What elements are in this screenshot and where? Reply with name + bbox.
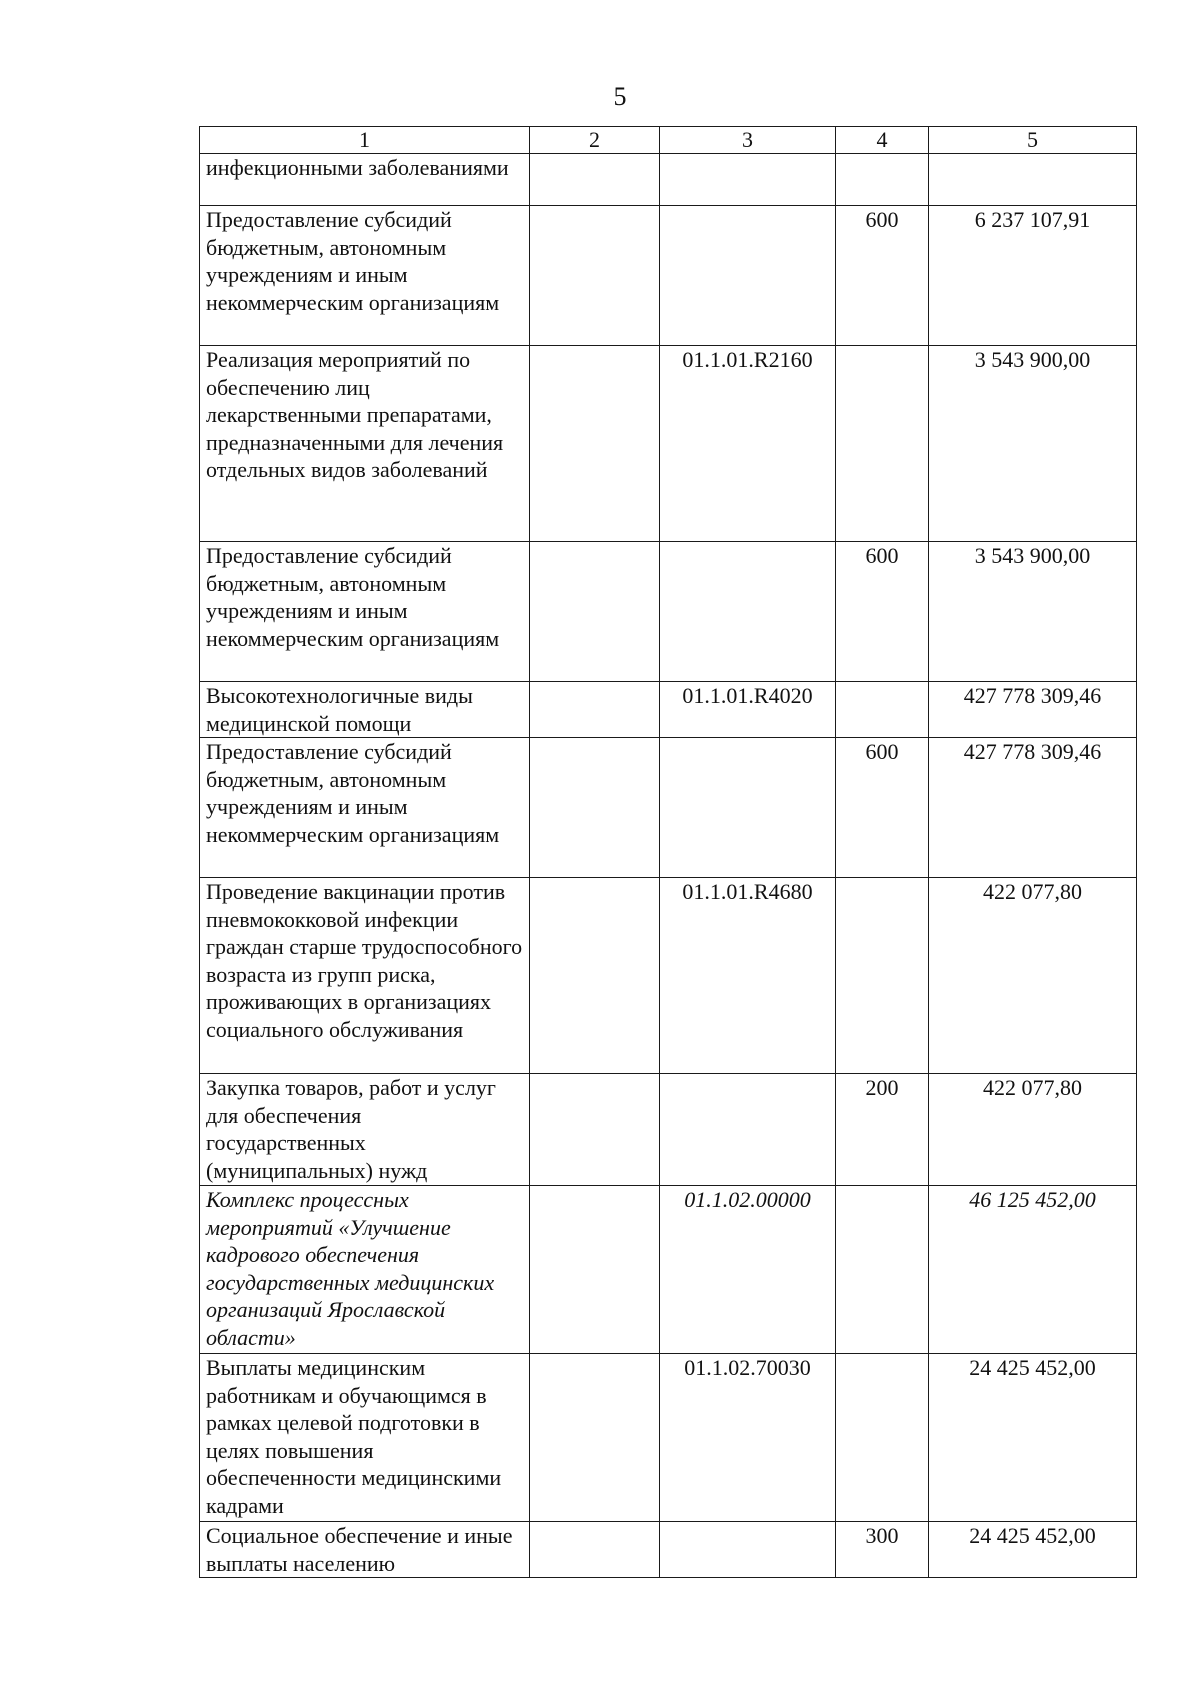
row-amount: 427 778 309,46 [929,682,1137,738]
row-amount: 46 125 452,00 [929,1186,1137,1354]
row-code [660,738,836,878]
row-name: Реализация мероприятий по обеспечению лиц лекарственными препаратами, предназначенными для лечения отдельных видов заболеваний [200,346,530,542]
row-code: 01.1.01.R4680 [660,878,836,1074]
table-row [200,346,1137,542]
row-type [836,154,929,206]
row-col2 [530,206,660,346]
column-header-5: 5 [929,127,1137,154]
row-name: Социальное обеспечение и иные выплаты населению [200,1522,530,1578]
row-amount: 24 425 452,00 [929,1522,1137,1578]
row-col2 [530,542,660,682]
row-type: 600 [836,738,929,878]
column-header-1: 1 [200,127,530,154]
table-row [200,1354,1137,1522]
row-col2 [530,346,660,542]
row-name: Высокотехнологичные виды медицинской помощи [200,682,530,738]
row-code [660,206,836,346]
row-col2 [530,682,660,738]
row-amount: 3 543 900,00 [929,346,1137,542]
row-type [836,1186,929,1354]
row-code [660,542,836,682]
row-code: 01.1.01.R4020 [660,682,836,738]
column-header-3: 3 [660,127,836,154]
table-row [200,1186,1137,1354]
row-col2 [530,1186,660,1354]
row-amount: 24 425 452,00 [929,1354,1137,1522]
table-row [200,682,1137,738]
row-amount: 427 778 309,46 [929,738,1137,878]
row-col2 [530,1522,660,1578]
row-type [836,346,929,542]
row-name: Проведение вакцинации против пневмококковой инфекции граждан старше трудоспособного возраста из групп риска, проживающих в организациях социального обслуживания [200,878,530,1074]
row-name: Выплаты медицинским работникам и обучающимся в рамках целевой подготовки в целях повышения обеспеченности медицинскими кадрами [200,1354,530,1522]
table-row [200,542,1137,682]
row-name: Предоставление субсидий бюджетным, автономным учреждениям и иным некоммерческим организациям [200,206,530,346]
row-code [660,154,836,206]
row-amount: 3 543 900,00 [929,542,1137,682]
table-row [200,1074,1137,1186]
row-type: 300 [836,1522,929,1578]
row-col2 [530,154,660,206]
row-amount: 422 077,80 [929,1074,1137,1186]
row-type: 600 [836,542,929,682]
row-type: 600 [836,206,929,346]
table-row [200,154,1137,206]
row-name: инфекционными заболеваниями [200,154,530,206]
row-code [660,1074,836,1186]
row-name: Закупка товаров, работ и услуг для обеспечения государственных (муниципальных) нужд [200,1074,530,1186]
row-col2 [530,878,660,1074]
row-amount: 422 077,80 [929,878,1137,1074]
table-header-row [200,127,1137,154]
row-code: 01.1.01.R2160 [660,346,836,542]
row-name: Предоставление субсидий бюджетным, автономным учреждениям и иным некоммерческим организациям [200,542,530,682]
row-type: 200 [836,1074,929,1186]
row-code [660,1522,836,1578]
row-type [836,682,929,738]
row-col2 [530,1074,660,1186]
row-name: Комплекс процессных мероприятий «Улучшение кадрового обеспечения государственных медицинских организаций Ярославской области» [200,1186,530,1354]
column-header-4: 4 [836,127,929,154]
column-header-2: 2 [530,127,660,154]
row-type [836,878,929,1074]
table-row [200,1522,1137,1578]
row-name: Предоставление субсидий бюджетным, автономным учреждениям и иным некоммерческим организациям [200,738,530,878]
row-col2 [530,738,660,878]
row-code: 01.1.02.70030 [660,1354,836,1522]
row-col2 [530,1354,660,1522]
budget-table [199,126,1137,1578]
table-row [200,878,1137,1074]
table-row [200,206,1137,346]
row-amount: 6 237 107,91 [929,206,1137,346]
row-code: 01.1.02.00000 [660,1186,836,1354]
row-amount [929,154,1137,206]
table-row [200,738,1137,878]
row-type [836,1354,929,1522]
page-number: 5 [613,82,627,111]
